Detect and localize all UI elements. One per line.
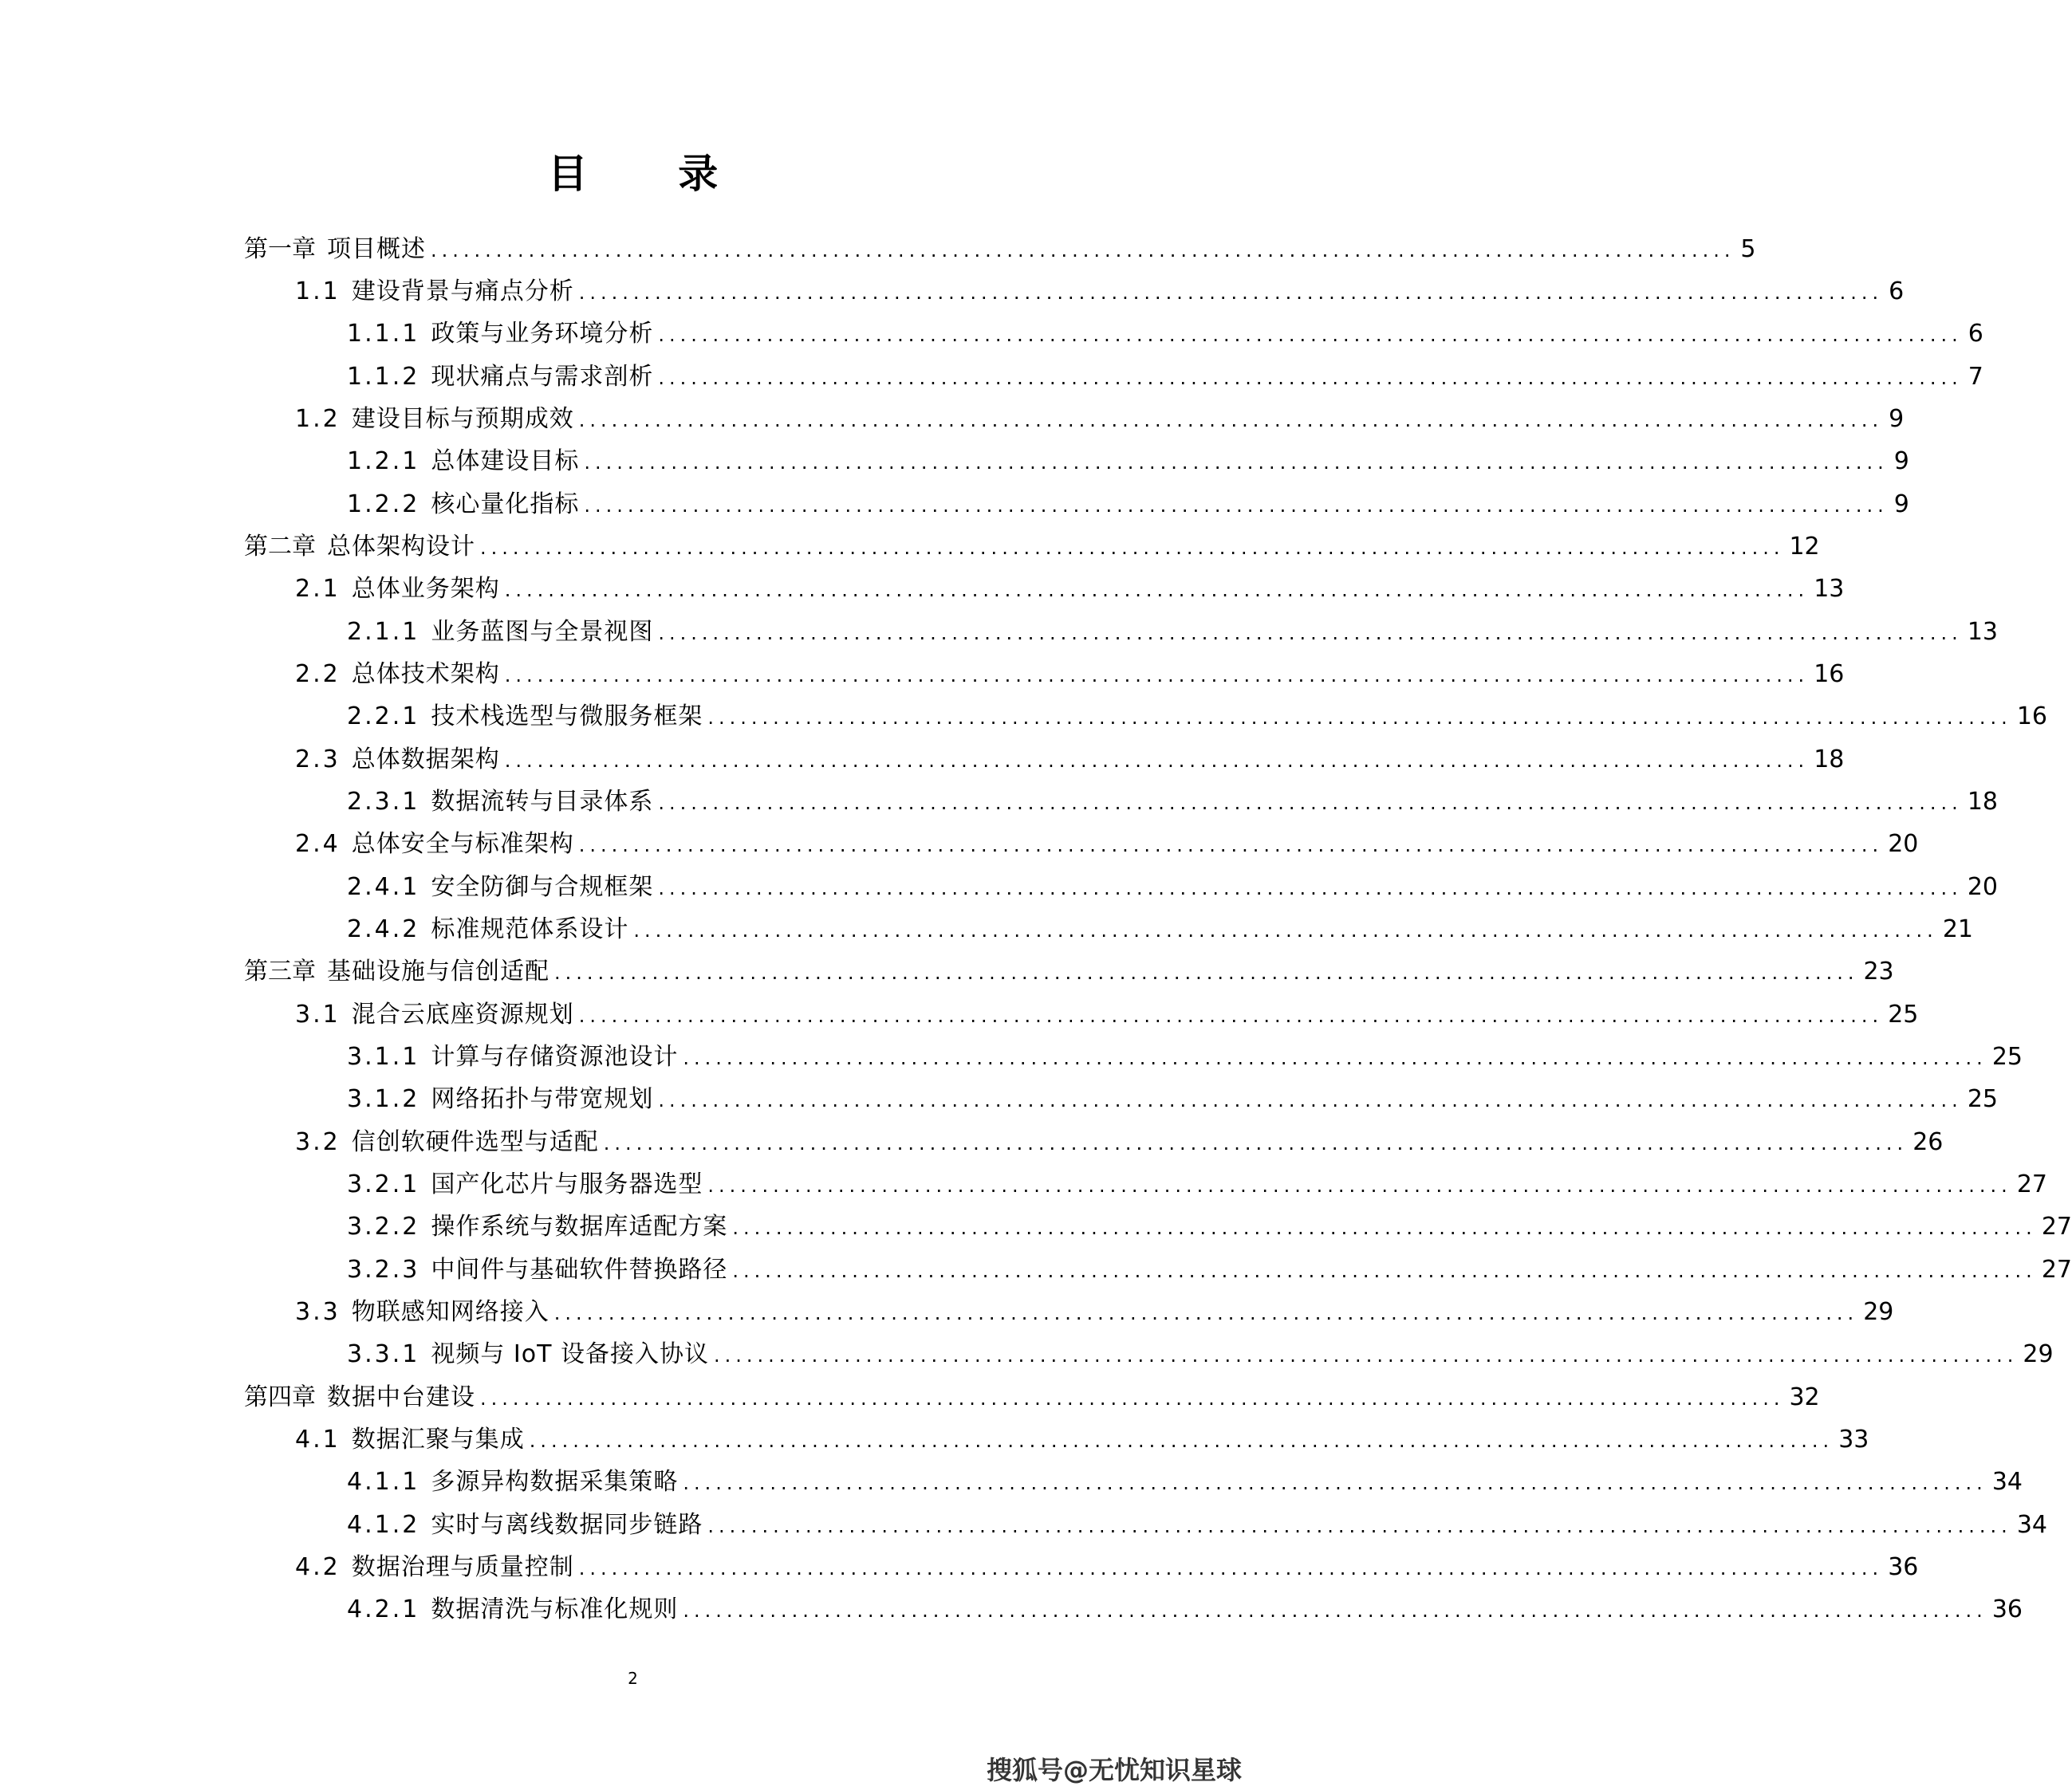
toc-entry-page: 5: [1740, 235, 1756, 263]
toc-entry-number: 3.1: [295, 1001, 341, 1029]
toc-entry-number: 4.2: [295, 1553, 341, 1581]
toc-entry-label: 建设目标与预期成效: [351, 405, 574, 433]
toc-entry-label: 核心量化指标: [431, 490, 580, 518]
toc-entry-label: 安全防御与合规框架: [431, 873, 654, 901]
toc-entry-number: 2.4.1: [347, 873, 420, 901]
toc-entry-number: 2.3.1: [347, 788, 420, 816]
toc-entry-number: 3.1.1: [347, 1043, 420, 1071]
toc-entry-label: 中间件与基础软件替换路径: [431, 1256, 728, 1284]
toc-entry-label: 总体建设目标: [431, 447, 580, 475]
toc-leader-dots: ........................................................................................................................: [707, 1515, 2012, 1537]
toc-entry[interactable]: [347, 1466, 2023, 1498]
toc-entry-number: 3.2.2: [347, 1213, 420, 1241]
toc-entry-page: 32: [1789, 1383, 1820, 1411]
toc-leader-dots: ........................................................................................................................: [683, 1599, 1987, 1622]
toc-leader-dots: ........................................................................................................................: [633, 919, 1938, 942]
toc-entry-number: 2.4.2: [347, 915, 420, 943]
toc-entry[interactable]: [347, 1594, 2023, 1626]
toc-entry-page: 9: [1893, 447, 1909, 475]
toc-leader-dots: ........................................................................................................................: [578, 281, 1884, 304]
toc-entry[interactable]: [347, 318, 1983, 350]
page-number: 2: [628, 1669, 638, 1688]
toc-entry[interactable]: [295, 1424, 1869, 1456]
toc-entry-label: 操作系统与数据库适配方案: [431, 1213, 728, 1241]
toc-entry-number: 4.1: [295, 1426, 341, 1454]
toc-entry-label: 总体技术架构: [351, 660, 500, 688]
toc-entry[interactable]: [347, 1169, 2047, 1201]
toc-entry-page: 18: [1967, 788, 1998, 816]
toc-entry[interactable]: [295, 403, 1905, 435]
toc-entry-page: 25: [1967, 1085, 1998, 1113]
toc-entry[interactable]: [347, 1041, 2023, 1073]
toc-entry-page: 13: [1814, 575, 1845, 603]
toc-entry[interactable]: [244, 956, 1894, 988]
toc-entry-label: 建设背景与痛点分析: [351, 277, 574, 305]
toc-entry-number: 2.2.1: [347, 702, 420, 730]
toc-entry-number: 1.1.2: [347, 363, 420, 391]
toc-leader-dots: ........................................................................................................................: [732, 1260, 2037, 1282]
toc-entry[interactable]: [295, 573, 1845, 605]
toc-leader-dots: ........................................................................................................................: [578, 409, 1884, 431]
toc-leader-dots: ........................................................................................................................: [603, 1132, 1909, 1155]
toc-entry-label: 项目概述: [327, 235, 426, 263]
toc-entry[interactable]: [347, 361, 1983, 393]
toc-entry[interactable]: [347, 1084, 1998, 1115]
toc-entry-number: 3.2.3: [347, 1256, 420, 1284]
toc-entry-label: 现状痛点与需求剖析: [431, 363, 654, 391]
toc-entry-page: 6: [1889, 277, 1905, 305]
toc-entry-label: 信创软硬件选型与适配: [351, 1128, 599, 1156]
toc-leader-dots: ........................................................................................................................: [707, 1174, 2012, 1197]
toc-leader-dots: ........................................................................................................................: [480, 537, 1785, 559]
toc-entry-label: 数据中台建设: [327, 1383, 475, 1411]
toc-entry[interactable]: [347, 616, 1998, 648]
watermark: 搜狐号@无忧知识星球: [986, 1755, 1242, 1785]
toc-entry-number: 1.1: [295, 277, 341, 305]
toc-entry-label: 政策与业务环境分析: [431, 320, 654, 348]
toc-entry[interactable]: [347, 871, 1998, 903]
toc-entry-number: 第四章: [244, 1383, 316, 1411]
toc-entry-number: 第一章: [244, 235, 316, 263]
toc-entry-label: 总体架构设计: [327, 533, 475, 561]
toc-entry-number: 第二章: [244, 533, 316, 561]
toc-entry-label: 多源异构数据采集策略: [431, 1468, 679, 1496]
toc-leader-dots: ........................................................................................................................: [553, 1302, 1859, 1324]
toc-leader-dots: ........................................................................................................................: [707, 706, 2012, 729]
toc-entry[interactable]: [347, 1211, 2072, 1243]
page-title: 目 录: [547, 151, 757, 197]
toc-entry[interactable]: [347, 1254, 2072, 1286]
toc-entry-page: 12: [1789, 533, 1820, 561]
toc-entry[interactable]: [295, 1552, 1919, 1583]
toc-leader-dots: ........................................................................................................................: [504, 664, 1810, 686]
toc-entry-label: 基础设施与信创适配: [327, 958, 550, 985]
toc-entry-label: 混合云底座资源规划: [351, 1001, 574, 1029]
toc-entry-page: 9: [1893, 490, 1909, 518]
toc-entry-label: 物联感知网络接入: [351, 1298, 550, 1326]
toc-leader-dots: ........................................................................................................................: [683, 1472, 1987, 1494]
toc-entry-label: 计算与存储资源池设计: [431, 1043, 679, 1071]
toc-entry-page: 33: [1838, 1426, 1869, 1454]
toc-entry-page: 27: [2041, 1256, 2072, 1284]
toc-leader-dots: ........................................................................................................................: [578, 1005, 1884, 1027]
toc-leader-dots: ........................................................................................................................: [584, 451, 1889, 474]
toc-leader-dots: ........................................................................................................................: [732, 1217, 2037, 1239]
toc-leader-dots: ........................................................................................................................: [529, 1430, 1834, 1452]
toc-leader-dots: ........................................................................................................................: [578, 1557, 1884, 1580]
toc-entry-page: 9: [1889, 405, 1905, 433]
toc-entry[interactable]: [295, 1296, 1894, 1328]
toc-leader-dots: ........................................................................................................................: [431, 239, 1735, 262]
toc-entry[interactable]: [295, 828, 1919, 860]
toc-entry-number: 3.3: [295, 1298, 341, 1326]
toc-entry-number: 3.3.1: [347, 1340, 420, 1368]
toc-entry[interactable]: [347, 1339, 2054, 1371]
toc-entry-number: 2.1: [295, 575, 341, 603]
toc-entry-page: 27: [2016, 1170, 2047, 1198]
toc-entry-page: 36: [1991, 1595, 2023, 1623]
toc-entry[interactable]: [244, 531, 1820, 563]
toc-leader-dots: ........................................................................................................................: [683, 1047, 1987, 1069]
toc-leader-dots: ........................................................................................................................: [658, 1089, 1963, 1111]
toc-entry-page: 34: [1991, 1468, 2023, 1496]
toc-entry[interactable]: [347, 1509, 2047, 1541]
toc-entry-number: 第三章: [244, 958, 316, 985]
toc-entry-label: 数据清洗与标准化规则: [431, 1595, 679, 1623]
toc-entry-number: 1.2: [295, 405, 341, 433]
toc-entry[interactable]: [244, 1382, 1820, 1414]
toc-entry-page: 36: [1888, 1553, 1919, 1581]
toc-entry-number: 2.2: [295, 660, 341, 688]
toc-entry-page: 6: [1968, 320, 1983, 348]
toc-entry-label: 总体安全与标准架构: [351, 830, 574, 858]
toc-leader-dots: ........................................................................................................................: [658, 324, 1963, 346]
toc-entry-label: 业务蓝图与全景视图: [431, 618, 654, 646]
toc-entry-label: 实时与离线数据同步链路: [431, 1511, 703, 1539]
toc-entry-label: 数据流转与目录体系: [431, 788, 654, 816]
toc-entry-label: 技术栈选型与微服务框架: [431, 702, 703, 730]
toc-entry-number: 1.1.1: [347, 320, 420, 348]
toc-entry-number: 2.4: [295, 830, 341, 858]
toc-entry-label: 数据汇聚与集成: [351, 1426, 525, 1454]
toc-entry-page: 16: [1814, 660, 1845, 688]
toc-entry-page: 27: [2041, 1213, 2072, 1241]
toc-entry[interactable]: [347, 701, 2047, 733]
toc-leader-dots: ........................................................................................................................: [658, 367, 1963, 389]
toc-entry-page: 16: [2016, 702, 2047, 730]
toc-entry[interactable]: [295, 999, 1919, 1031]
toc-entry-label: 国产化芯片与服务器选型: [431, 1170, 703, 1198]
toc-entry-label: 总体业务架构: [351, 575, 500, 603]
toc-entry-number: 4.2.1: [347, 1595, 420, 1623]
toc-leader-dots: ........................................................................................................................: [504, 749, 1810, 772]
toc-entry-number: 3.1.2: [347, 1085, 420, 1113]
toc-entry-label: 网络拓扑与带宽规划: [431, 1085, 654, 1113]
toc-entry[interactable]: [295, 744, 1845, 776]
toc-entry-number: 2.1.1: [347, 618, 420, 646]
toc-entry-page: 29: [1863, 1298, 1894, 1326]
toc-leader-dots: ........................................................................................................................: [480, 1387, 1785, 1410]
toc-entry[interactable]: [347, 446, 1909, 478]
toc-entry-label: 总体数据架构: [351, 746, 500, 773]
toc-entry-number: 3.2.1: [347, 1170, 420, 1198]
toc-entry-number: 1.2.2: [347, 490, 420, 518]
toc-entry-number: 1.2.1: [347, 447, 420, 475]
toc-entry-page: 26: [1912, 1128, 1944, 1156]
toc-entry[interactable]: [295, 1127, 1944, 1159]
toc-leader-dots: ........................................................................................................................: [658, 877, 1963, 899]
toc-entry-page: 23: [1863, 958, 1894, 985]
toc-leader-dots: ........................................................................................................................: [584, 494, 1889, 517]
toc-entry-number: 2.3: [295, 746, 341, 773]
toc-entry-label: 视频与 IoT 设备接入协议: [431, 1340, 709, 1368]
toc-entry-page: 25: [1991, 1043, 2023, 1071]
toc-entry-page: 20: [1888, 830, 1919, 858]
toc-entry[interactable]: [244, 234, 1756, 266]
toc-leader-dots: ........................................................................................................................: [713, 1344, 2019, 1367]
toc-entry[interactable]: [347, 914, 1973, 946]
toc-entry[interactable]: [347, 786, 1998, 818]
toc-entry-label: 数据治理与质量控制: [351, 1553, 574, 1581]
toc-entry-page: 20: [1967, 873, 1998, 901]
toc-leader-dots: ........................................................................................................................: [658, 792, 1963, 814]
toc-leader-dots: ........................................................................................................................: [554, 962, 1859, 984]
toc-leader-dots: ........................................................................................................................: [658, 622, 1963, 644]
toc-entry-number: 4.1.2: [347, 1511, 420, 1539]
toc-entry-page: 21: [1942, 915, 1973, 943]
toc-leader-dots: ........................................................................................................................: [578, 834, 1884, 856]
toc-leader-dots: ........................................................................................................................: [504, 579, 1810, 601]
toc-entry-page: 29: [2023, 1340, 2054, 1368]
toc-entry-number: 3.2: [295, 1128, 341, 1156]
toc-entry-page: 25: [1888, 1001, 1919, 1029]
toc-entry[interactable]: [347, 489, 1909, 521]
toc-entry-number: 4.1.1: [347, 1468, 420, 1496]
toc-entry-page: 18: [1814, 746, 1845, 773]
toc-entry[interactable]: [295, 659, 1845, 690]
toc-entry-page: 7: [1968, 363, 1983, 391]
toc-entry[interactable]: [295, 276, 1905, 308]
toc-entry-label: 标准规范体系设计: [431, 915, 629, 943]
toc-entry-page: 34: [2016, 1511, 2047, 1539]
toc-entry-page: 13: [1967, 618, 1998, 646]
